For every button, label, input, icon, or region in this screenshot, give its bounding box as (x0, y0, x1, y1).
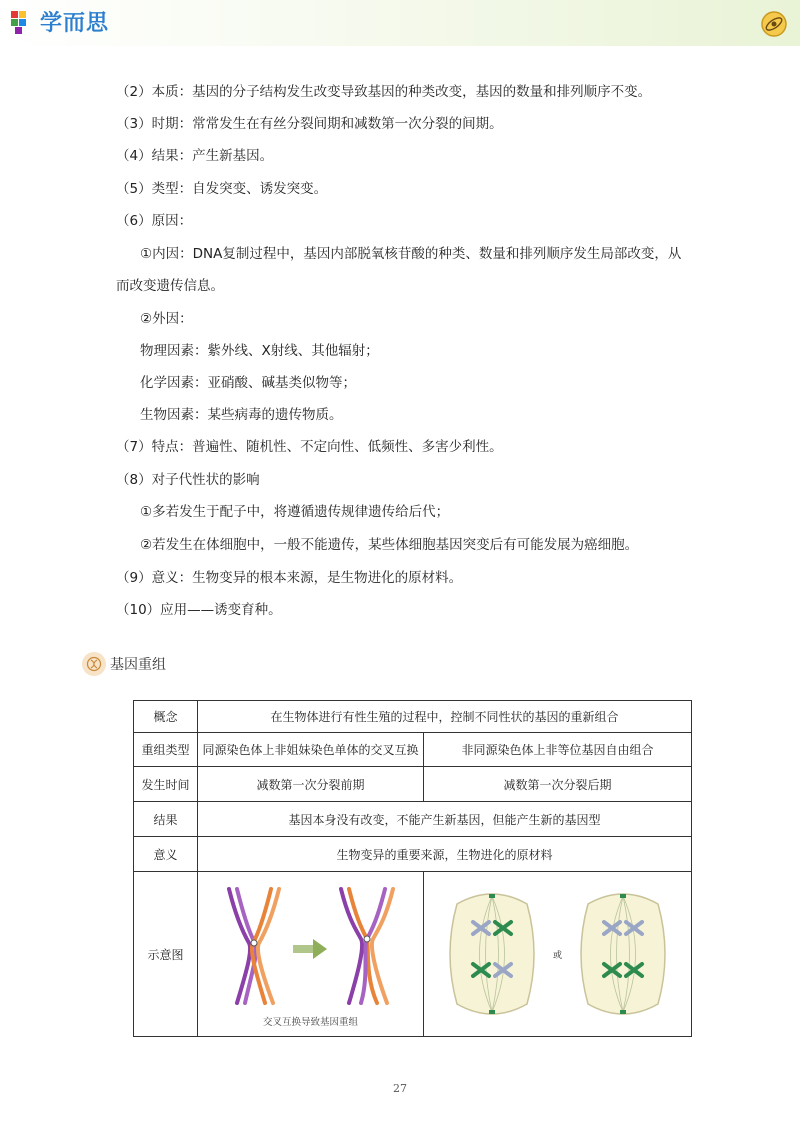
text-line: （3）时期：常常发生在有丝分裂间期和减数第一次分裂的间期。 (116, 116, 503, 132)
page-header (0, 0, 800, 46)
cell-diagram-right (568, 884, 678, 1024)
cell-diagram-left (437, 884, 547, 1024)
crossover-diagram-cell (198, 872, 424, 1037)
row-label-result: 结果 (134, 802, 198, 837)
logo-text: 学而思 (40, 11, 110, 36)
table-row (134, 872, 692, 1037)
chromosome-pair-before (229, 889, 279, 1003)
row-label-time: 发生时间 (134, 767, 198, 802)
logo-mark-icon (8, 7, 38, 37)
text-line: （9）意义：生物变异的根本来源，是生物进化的原材料。 (116, 570, 463, 586)
diagram-caption: 交叉互换导致基因重组 (262, 1016, 358, 1028)
row-label-meaning: 意义 (134, 837, 198, 872)
text-line: ②若发生在体细胞中，一般不能遗传，某些体细胞基因突变后有可能发展为癌细胞。 (140, 537, 639, 553)
section-heading (82, 651, 166, 677)
text-line: ①内因：DNA复制过程中，基因内部脱氧核苷酸的种类、数量和排列顺序发生局部改变，从 (140, 246, 682, 262)
transition-arrow-icon (293, 939, 327, 959)
table-row (134, 701, 692, 733)
text-line: （6）原因： (116, 213, 193, 229)
row-label-diagram: 示意图 (134, 872, 198, 1037)
chromosome-pair-after (341, 889, 393, 1003)
dna-badge-icon (82, 652, 106, 676)
logo (8, 6, 109, 37)
type-cell-assortment: 非同源染色体上非等位基因自由组合 (424, 733, 692, 767)
page-number: 27 (393, 1082, 407, 1095)
table-row (134, 733, 692, 767)
meaning-cell: 生物变异的重要来源，生物进化的原材料 (198, 837, 692, 872)
text-line: （8）对子代性状的影响 (116, 472, 260, 488)
table-row (134, 802, 692, 837)
table-row (134, 767, 692, 802)
concept-cell: 在生物体进行有性生殖的过程中，控制不同性状的基因的重新组合 (198, 701, 692, 733)
assortment-diagram-cell (424, 872, 692, 1037)
row-label-concept: 概念 (134, 701, 198, 733)
text-line: （5）类型：自发突变、诱发突变。 (116, 181, 328, 197)
text-line: （10）应用——诱变育种。 (116, 602, 282, 618)
text-line: 生物因素：某些病毒的遗传物质。 (140, 407, 343, 423)
or-label: 或 (553, 950, 563, 961)
result-cell: 基因本身没有改变，不能产生新基因，但能产生新的基因型 (198, 802, 692, 837)
table-row (134, 837, 692, 872)
text-line: （7）特点：普遍性、随机性、不定向性、低频性、多害少利性。 (116, 439, 503, 455)
recombination-table (133, 700, 692, 1037)
section-title: 基因重组 (110, 657, 166, 673)
row-label-type: 重组类型 (134, 733, 198, 767)
text-line: ①多若发生于配子中，将遵循遗传规律遗传给后代； (140, 504, 450, 520)
text-line: 物理因素：紫外线、X射线、其他辐射； (140, 343, 379, 359)
crossover-diagram (201, 881, 421, 1011)
text-line: 化学因素：亚硝酸、碱基类似物等； (140, 375, 356, 391)
science-badge-icon (760, 10, 788, 38)
text-line: 而改变遗传信息。 (116, 278, 224, 294)
time-cell-prophase: 减数第一次分裂前期 (198, 767, 424, 802)
text-line: ②外因： (140, 311, 193, 327)
text-line: （4）结果：产生新基因。 (116, 148, 274, 164)
time-cell-anaphase: 减数第一次分裂后期 (424, 767, 692, 802)
type-cell-crossover: 同源染色体上非姐妹染色单体的交叉互换 (198, 733, 424, 767)
text-line: （2）本质：基因的分子结构发生改变导致基因的种类改变，基因的数量和排列顺序不变。 (116, 84, 652, 100)
